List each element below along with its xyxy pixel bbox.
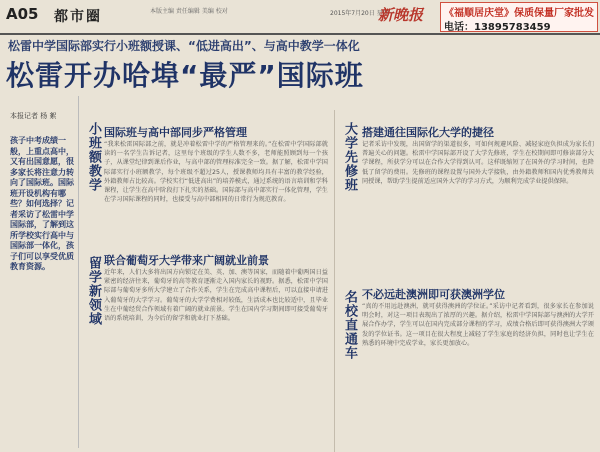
section-heading-4: 不必远赴澳洲即可获澳洲学位 — [362, 288, 505, 301]
side-title-study-abroad: 留学新领域 — [86, 256, 101, 326]
side-title-elite-express: 名校直通车 — [342, 290, 357, 360]
section-body-3: 记者采访中发现，出国留学的渠道很多，可如何规避风险、减轻家庭负担成为家长们普遍关心的问题。松雷中学国际部开设了大学先修班，学生在校期间即可修读部分大学课程，所获学分可以在合作大学得到认可。这样既缩短了在国外的学习时间，也降低了留学的费用。先修班的课程设置与国外大学接轨，由外籍教师和国内优秀教师共同授课，帮助学生提前适应国外大学的学习方式，为顺利完成学业提供保障。 — [362, 141, 594, 185]
newspaper-logo: 新晚报 — [378, 6, 424, 24]
lead-paragraph: 孩子中考成绩一般，上重点高中，又有出国意愿，很多家长将注意力转向了国际班。国际班开设机构有哪些？如何选择？记者采访了松雷中学国际部，了解到这所学校实行高中与国际部一体化，孩子们可以享受优质教育资源。 — [10, 136, 74, 271]
section-body-2: 近年来，人们大多将出国方向锁定在美、英、加、澳等国家，而随着中葡两国日益紧密的经济往来，葡萄牙的高等教育逐渐走入国内家长的视野。据悉，松雷中学国际部与葡萄牙多所大学建立了合作关系，学生在完成高中课程后，可以直接申请进入葡萄牙的大学学习。葡萄牙的大学学费相对较低，生活成本也比较适中，且毕业生在中葡经贸合作领域有着广阔的就业前景。学生在国内学习期间即可接受葡萄牙语的系统培训，为今后的留学和就业打下基础。 — [104, 269, 328, 323]
section-body-4: “真的不用远赴澳洲，就可获得澳洲的学位证。”采访中记者看到，很多家长在参加说明会时，对这一项目表现出了浓厚的兴趣。据介绍，松雷中学国际部与澳洲的大学开展合作办学，学生可以在国内完成部分课程的学习，成绩合格后即可获得澳洲大学颁发的学位证书。这一项目在很大程度上减轻了学生家庭的经济负担，同时也让学生在熟悉的环境中完成学业，家长更加放心。 — [362, 303, 594, 347]
header-advertisement — [440, 2, 598, 32]
article-headline: 松雷开办哈埠“最严”国际班 — [6, 59, 364, 92]
section-heading-1: 国际班与高中部同步严格管理 — [104, 126, 247, 139]
byline: 本报记者 杨 絮 — [10, 112, 57, 120]
header-rule — [0, 33, 600, 35]
header-date: 2015年7月20日 星期一 — [330, 10, 395, 17]
side-title-university-prep: 大学先修班 — [342, 122, 357, 192]
page-number: A05 — [6, 5, 39, 23]
column-divider — [334, 110, 335, 452]
lead-column — [6, 96, 79, 448]
article-subheadline: 松雷中学国际部实行小班额授课、“低进高出”、与高中教学一体化 — [8, 39, 360, 53]
section-body-1: “我来松雷国际部之前，就是冲着松雷中学的严格管理来的。”在松雷中学国际部就读的一名学生告诉记者，这里每个班级的学生人数不多，老师能照顾到每一个孩子，从课堂纪律到课后作业，与高中部的管理标准完全一致。据了解，松雷中学国际部实行小班额教学，每个班级不超过25人，授课教师均具有丰富的教学经验，外籍教师占比较高。学校实行“低进高出”的培养模式，通过系统的语言培训和学科课程，让学生在高中阶段打下扎实的基础。国际部与高中部实行一体化管理，学生在学习国际课程的同时，也接受与高中部相同的日常行为规范教育。 — [104, 141, 328, 204]
ad-phone: 电话：13895783459 — [444, 22, 551, 33]
section-heading-2: 联合葡萄牙大学带来广阔就业前景 — [104, 254, 269, 267]
header-credits: 本版主编 责任编辑 美编 校对 — [150, 8, 228, 15]
section-heading-3: 搭建通往国际化大学的捷径 — [362, 126, 494, 139]
page-header — [0, 0, 600, 32]
section-title: 都市圈 — [54, 9, 102, 25]
side-title-small-class: 小班额教学 — [86, 122, 101, 192]
ad-title: 《福顺居庆堂》保质保量厂家批发 — [444, 8, 594, 19]
